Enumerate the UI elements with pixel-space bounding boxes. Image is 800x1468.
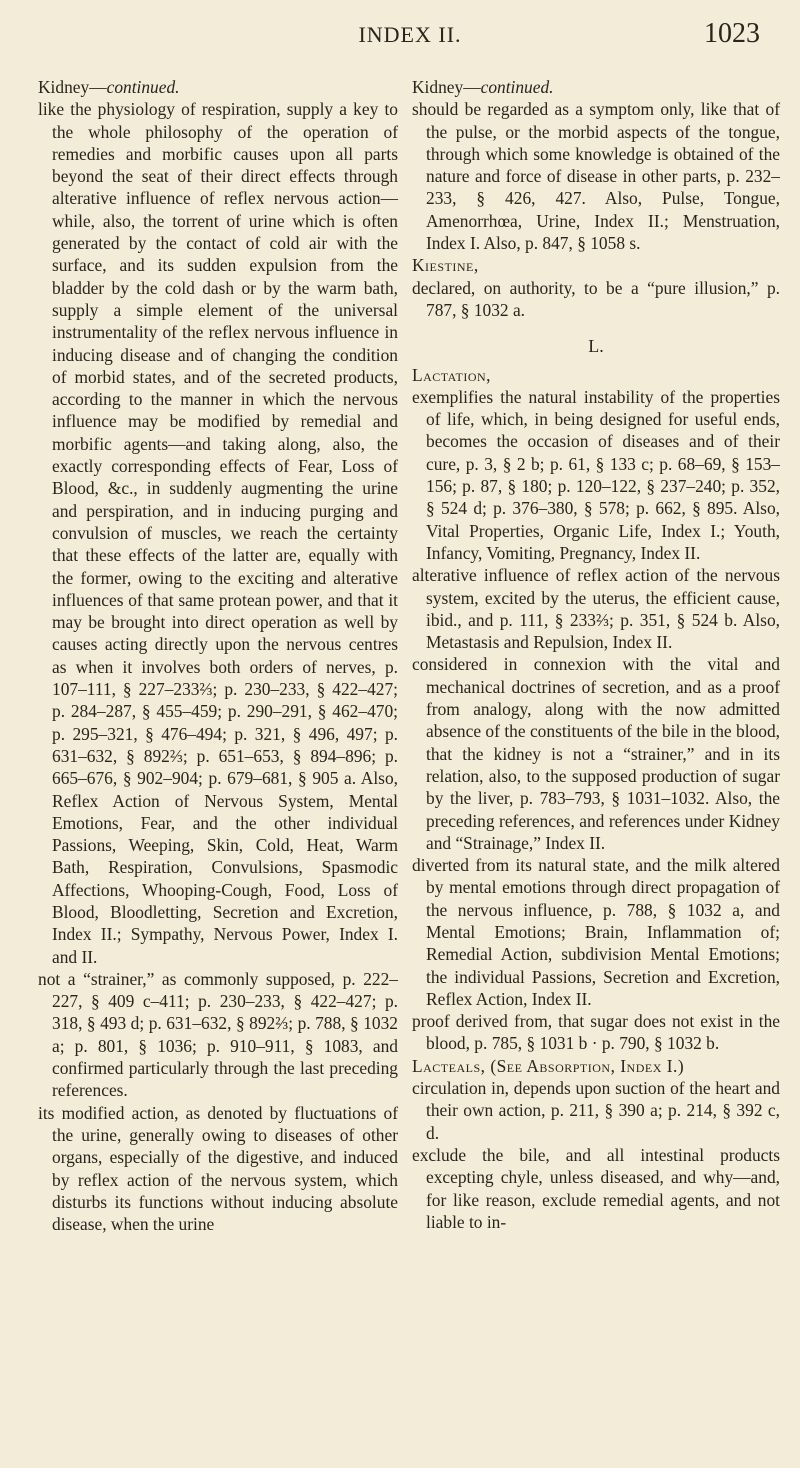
page-number: 1023 xyxy=(704,18,760,49)
subentry-text: circulation in, depends upon suction of the heart and their own action, p. 211, § 390 a; p. 214, § 392 c, d. xyxy=(412,1078,780,1143)
subentry-text: exemplifies the natural instability of the properties of life, which, in being designed for useful ends, becomes the occasion of diseases and of their cure, p. 3, § 2 b; p. 61, § 133 c; p. 68–69, § 153–156; p. 87, § 180; p. 120–122, § 237–240; p. 352, § 524 d; p. 376–380, § 578; p. 662, § 895. Also, Vital Properties, Organic Life, Index I.; Youth, Infancy, Vomiting, Pregnancy, Index II. xyxy=(412,386,780,563)
subentry-text: should be regarded as a symptom only, like that of the pulse, or the morbid aspects of the tongue, through which some knowledge is obtained of the nature and force of disease in other parts, p. 232–233, § 426, 427. Also, Pulse, Tongue, Amenorrhœa, Urine, Index II.; Menstruation, Index I. Also, p. 847, § 1058 s. xyxy=(412,99,780,254)
subentry-text: exclude the bile, and all intestinal products excepting chyle, unless diseased, and why—and, for like reason, exclude remedial agents, and not liable to in- xyxy=(412,1144,780,1232)
section-letter: L. xyxy=(588,336,604,357)
right-column xyxy=(412,76,780,1233)
left-column xyxy=(38,76,398,1235)
entry-headword: Kidney— xyxy=(38,77,107,97)
entry-kidney-continued xyxy=(38,76,398,98)
entry-headword: Kidney— xyxy=(412,77,481,97)
page-header xyxy=(60,18,760,58)
subentry-text: like the physiology of respiration, supply a key to the whole philosophy of the operation of remedies and morbific causes upon all parts beyond the seat of their direct effects through alterative influence of reflex nervous action—while, also, the torrent of urine which is often generated by the contact of cold air with the surface, and its sudden expulsion from the bladder by the cold dash or by the warm bath, supply a simple element of the universal instrumentality of the reflex nervous influence in inducing disease and of changing the condition of morbid states, and of the secreted products, according to the manner in which the nervous influence may be modified by remedial and morbific agents—and taking along, also, the exactly corresponding effects of Fear, Loss of Blood, &c., in suddenly augmenting the urine and perspiration, and in inducing purging and convulsion of muscles, we reach the certainty that these effects of the latter are, equally with the former, owing to the exciting and alterative influences of that same protean power, and that it may be brought into direct operation as well by causes acting directly upon the nervous centres as when it involves both orders of nerves, p. 107–111, § 227–233⅔; p. 230–233, § 422–427; p. 284–287, § 455–459; p. 290–291, § 462–470; p. 295–321, § 476–494; p. 321, § 496, 497; p. 631–632, § 892⅔; p. 651–653, § 894–896; p. 665–676, § 902–904; p. 679–681, § 905 a. Also, Reflex Action of Nervous System, Mental Emotions, Fear, and the other individual Passions, Weeping, Skin, Cold, Heat, Warm Bath, Respiration, Convulsions, Spasmodic Affections, Whooping-Cough, Food, Loss of Blood, Bloodletting, Secretion and Excretion, Index II.; Sympathy, Nervous Power, Index I. and II. xyxy=(38,99,398,967)
subentry-text: considered in connexion with the vital and mechanical doctrines of secretion, and as a proof from analogy, along with the now admitted absence of the constituents of the bile in the blood, that the kidney is not a “strainer,” and in its relation, also, to the supposed production of sugar by the liver, p. 783–793, § 1031–1032. Also, the preceding references, and references under Kidney and “Strainage,” Index II. xyxy=(412,654,780,853)
subentry-text: alterative influence of reflex action of the nervous system, excited by the uterus, the efficient cause, ibid., and p. 111, § 233⅔; p. 351, § 524 b. Also, Metastasis and Repulsion, Index II. xyxy=(412,565,780,653)
entry-lacteals: Lacteals, (See Absorption, Index I.) xyxy=(412,1055,685,1076)
subentry-text: its modified action, as denoted by fluctuations of the urine, generally owing to diseases of other organs, especially of the digestive, and induced by reflex action of the nervous system, which disturbs its functions without inducing absolute disease, when the urine xyxy=(38,1102,398,1235)
entry-lactation: Lactation, xyxy=(412,364,492,385)
running-title: INDEX II. xyxy=(358,22,462,47)
continued-label: continued. xyxy=(480,77,554,97)
subentry-text: proof derived from, that sugar does not exist in the blood, p. 785, § 1031 b · p. 790, § 1032 b. xyxy=(412,1011,780,1054)
entry-kidney-continued xyxy=(412,76,780,98)
subentry-text: declared, on authority, to be a “pure illusion,” p. 787, § 1032 a. xyxy=(412,277,780,320)
subentry-text: diverted from its natural state, and the milk altered by mental emotions through direct propagation of the nervous influence, p. 788, § 1032 a, and Mental Emotions; Brain, Inflammation of; Remedial Action, subdivision Mental Emotions; the individual Passions, Secretion and Excretion, Reflex Action, Index II. xyxy=(412,855,780,1009)
subentry-text: not a “strainer,” as commonly supposed, p. 222–227, § 409 c–411; p. 230–233, § 422–427; p. 318, § 493 d; p. 631–632, § 892⅔; p. 788, § 1032 a; p. 801, § 1036; p. 910–911, § 1083, and confirmed particularly through the last preceding references. xyxy=(38,968,398,1101)
entry-kiestine: Kiestine, xyxy=(412,255,479,276)
continued-label: continued. xyxy=(106,77,180,97)
